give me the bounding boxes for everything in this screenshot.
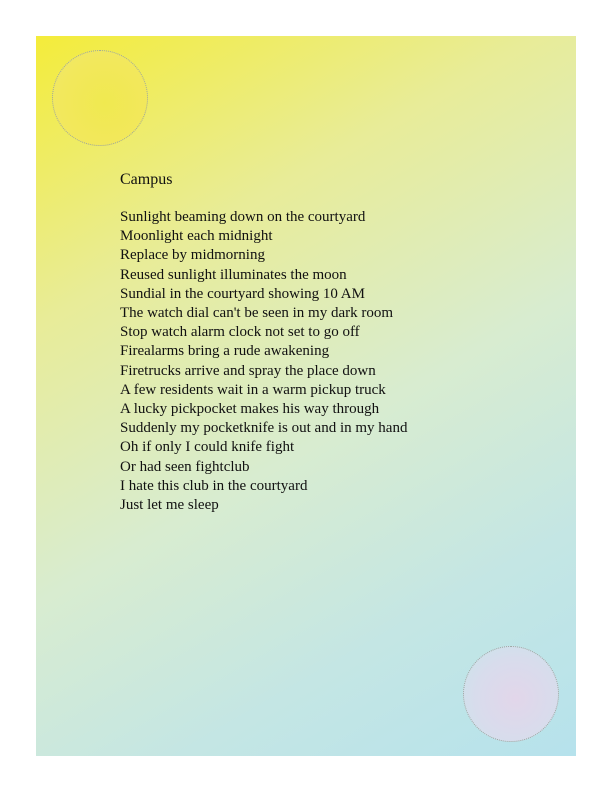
poem-line: A few residents wait in a warm pickup truck bbox=[120, 381, 386, 398]
poem-line: Firealarms bring a rude awakening bbox=[120, 343, 330, 360]
poem-line: Firetrucks arrive and spray the place down bbox=[120, 362, 376, 379]
poem-page bbox=[36, 36, 576, 756]
poem-line: Just let me sleep bbox=[120, 497, 219, 514]
poem-line: Reused sunlight illuminates the moon bbox=[120, 266, 347, 283]
poem-line: Oh if only I could knife fight bbox=[120, 439, 295, 456]
poem-line: Sundial in the courtyard showing 10 AM bbox=[120, 285, 365, 302]
poem-line: Or had seen fightclub bbox=[120, 458, 250, 475]
poem-line: The watch dial can't be seen in my dark room bbox=[120, 305, 394, 322]
poem-line: Suddenly my pocketknife is out and in my hand bbox=[120, 420, 408, 437]
poem-line: I hate this club in the courtyard bbox=[120, 477, 308, 494]
decorative-circle-bottom bbox=[463, 646, 559, 742]
poem-title: Campus bbox=[120, 171, 173, 188]
poem-line: Moonlight each midnight bbox=[120, 228, 273, 245]
poem bbox=[120, 170, 407, 515]
decorative-circle-top bbox=[52, 50, 148, 146]
poem-line: Sunlight beaming down on the courtyard bbox=[120, 209, 366, 225]
poem-line: Replace by midmorning bbox=[120, 247, 265, 264]
poem-line: Stop watch alarm clock not set to go off bbox=[120, 324, 360, 341]
poem-line: A lucky pickpocket makes his way through bbox=[120, 401, 380, 418]
poem-lines bbox=[120, 208, 407, 515]
